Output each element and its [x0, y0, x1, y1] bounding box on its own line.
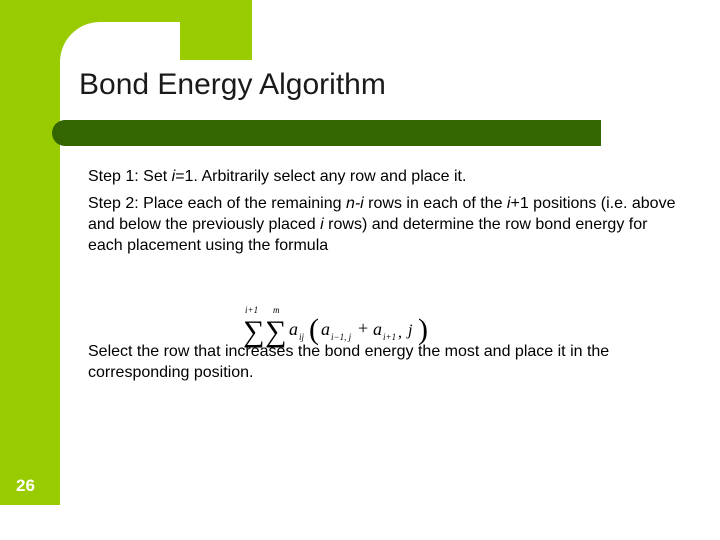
variable-i: i: [171, 168, 176, 185]
term-a-next-subscript: i+1: [383, 332, 397, 342]
step-1-label: Step 1: [88, 168, 135, 185]
step-2-label: Step 2: [88, 195, 135, 212]
open-paren: (: [309, 313, 319, 346]
step-1-text: Step 1: Set i=1. Arbitrarily select any row and place it.: [88, 168, 467, 185]
sum-inner-symbol: ∑: [265, 315, 287, 348]
term-a-prev: a: [321, 319, 330, 339]
sum-inner-upper-limit: m: [273, 305, 280, 315]
comma: ,: [398, 324, 402, 341]
variable-i: i: [320, 216, 324, 233]
close-paren: ): [418, 313, 428, 346]
variable-i: i: [506, 195, 511, 212]
term-a: a: [289, 319, 298, 339]
step-2-text: Step 2: Place each of the remaining n-i rows in each of the i+1 positions (i.e. above and below the previously placed i rows) and determine the row bond energy for each placement using the formula: [88, 195, 676, 254]
term-j: j: [408, 322, 413, 339]
term-a-next: a: [373, 319, 382, 339]
term-a-subscript: ij: [299, 332, 305, 342]
step-3-text: Select the row that increases the bond energy the most and place it in the corresponding position.: [88, 343, 610, 381]
left-accent-bar: [0, 0, 60, 505]
sum-outer-symbol: ∑: [243, 315, 265, 348]
title-underline-bar: [52, 120, 601, 146]
sum-outer-upper-limit: i+1: [245, 305, 259, 315]
plus-sign: +: [358, 318, 369, 338]
term-a-prev-subscript: i−1, j: [331, 332, 352, 342]
variable-n-i: n-i: [345, 195, 364, 212]
slide-number: 26: [16, 476, 35, 495]
slide-title: Bond Energy Algorithm: [79, 68, 386, 101]
